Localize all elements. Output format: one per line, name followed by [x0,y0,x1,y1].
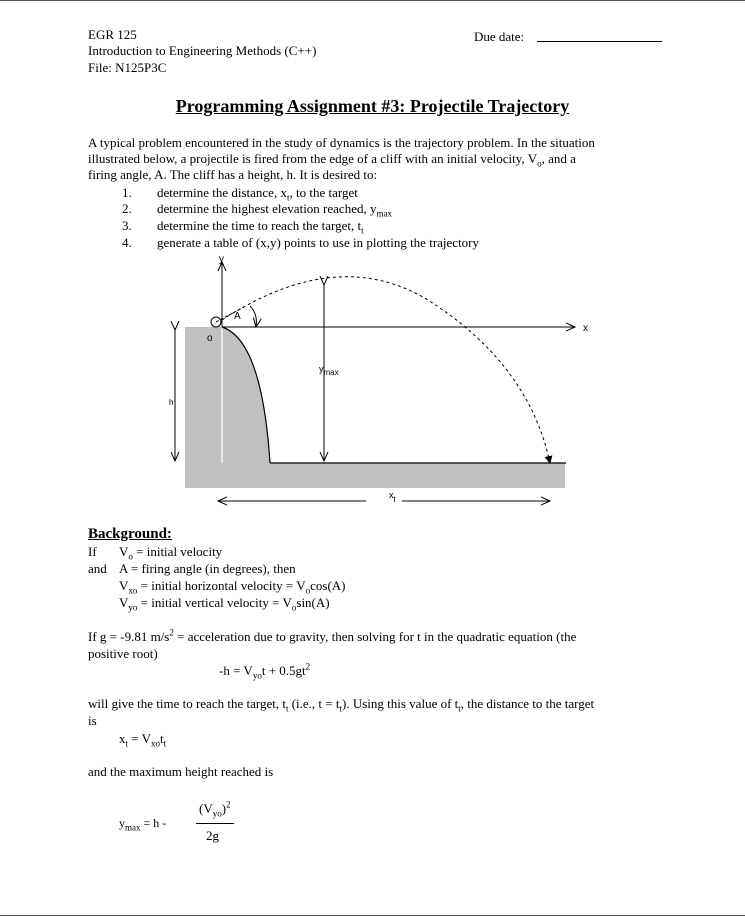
y-axis-label: y [219,254,224,265]
intro-line-1: A typical problem encountered in the study of dynamics is the trajectory problem. In the situation [88,135,595,150]
time-line-2: is [88,713,97,728]
bottom-border [0,915,745,916]
and-label: and [88,561,107,576]
course-name: Introduction to Engineering Methods (C++) [88,43,317,58]
angle-label: A [234,311,241,322]
xt-label: xt [389,490,396,504]
ymax-denominator: 2g [206,828,219,843]
course-code: EGR 125 [88,27,137,42]
if-label: If [88,544,97,559]
gravity-line-2: positive root) [88,646,158,661]
angle-definition: A = firing angle (in degrees), then [119,561,296,576]
ymax-numerator: $(V_{yo})^2$ [199,799,231,819]
time-line-1: will give the time to reach the target, $t_t$ (i.e., $t = t_t$). Using this value of $t_t$, the distance to the target [88,696,595,714]
max-height-text: and the maximum height reached is [88,764,274,779]
background-heading: Background: [88,526,172,542]
ground-block [185,463,565,488]
x-axis-label: x [583,323,588,334]
distance-equation: $x_t = V_{xo}t_t$ [119,731,167,749]
vxo-definition: $V_{xo}$ = initial horizontal velocity = $V_o\cos(A)$ [119,578,346,596]
cliff [185,327,270,463]
height-label: h [169,398,174,407]
quadratic-equation: $-h = V_{yo}t + 0.5gt^2$ [219,661,311,681]
fraction-bar [196,823,234,824]
angle-arc [250,306,256,327]
ymax-label: ymax [319,364,339,377]
origin-label: o [207,333,213,344]
trajectory-path [222,277,550,463]
page-title: Programming Assignment #3: Projectile Trajectory [175,96,570,116]
due-date-label: Due date: [474,29,525,44]
ymax-equation-lhs: $y_{max} = h$ - [119,816,167,833]
intro-line-3: firing angle, A. The cliff has a height, h. It is desired to: [88,167,378,182]
vyo-definition: $V_{yo}$ = initial vertical velocity = $V_o\sin(A)$ [119,595,330,613]
vo-definition: $V_o$ = initial velocity [119,544,223,562]
intro-line-2: illustrated below, a projectile is fired from the edge of a cliff with an initial velocity, $V_o$, and a [88,151,576,169]
gravity-line-1: If g = -9.81 $m/s^2$ = acceleration due to gravity, then solving for t in the quadratic equation (the [88,627,577,644]
file-name: File: N125P3C [88,60,167,75]
